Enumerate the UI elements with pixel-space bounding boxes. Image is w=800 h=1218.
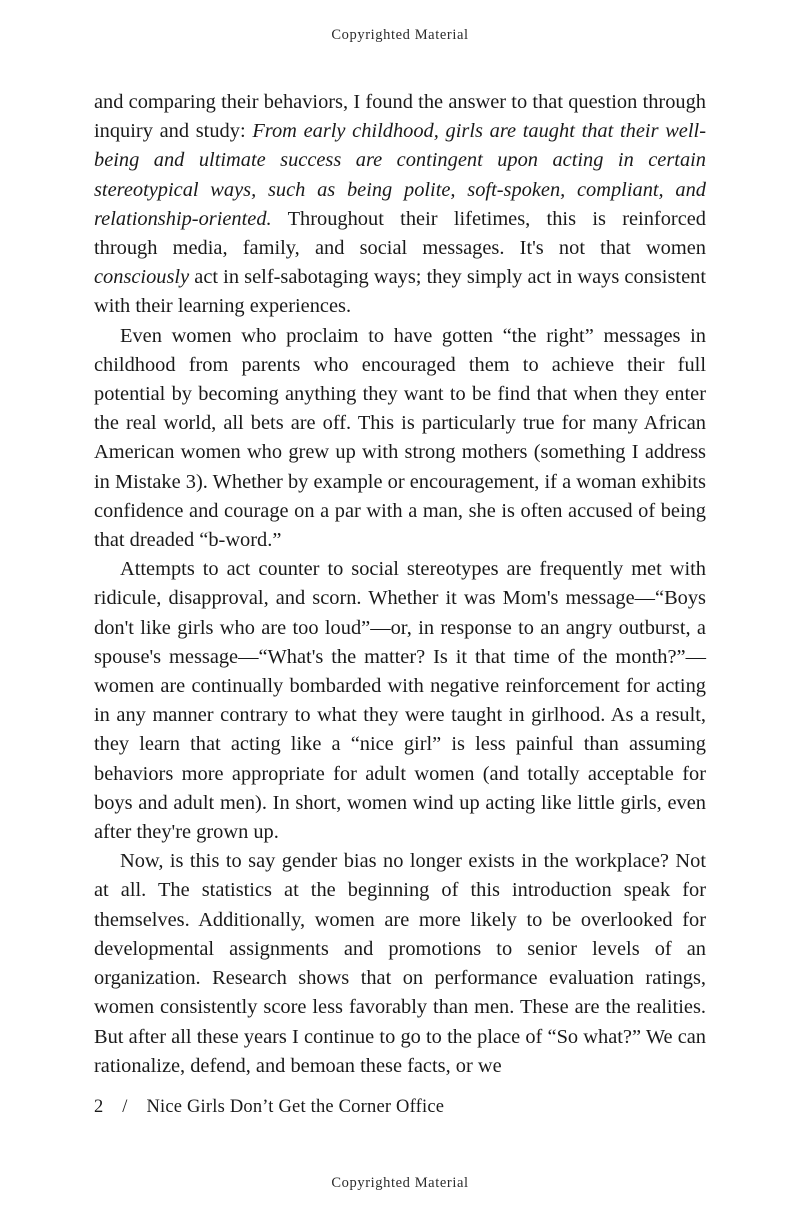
paragraph: Even women who proclaim to have gotten “the right” messages in childhood from parents who encouraged them to achieve their full potential by becoming anything they want to be find that when they enter the real world, all bets are off. This is particularly true for many African American women who grew up with strong mothers (something I address in Mistake 3). Whether by example or encouragement, if a woman exhibits confidence and courage on a par with a man, she is often accused of being that dreaded “b-word.”	[94, 324, 706, 552]
footer-separator: /	[122, 1097, 128, 1117]
italic-run: consciously	[94, 266, 190, 289]
paragraph: Attempts to act counter to social stereotypes are frequently met with ridicule, disapproval, and scorn. Whether it was Mom's message—“Boys don't like girls who are too loud”—or, in response to an angry outburst, a spouse's message—“What's the matter? Is it that time of the month?”—women are continually bombarded with negative reinforcement for acting in any manner contrary to what they were taught in girlhood. As a result, they learn that acting like a “nice girl” is less painful than assuming behaviors more appropriate for adult women (and totally acceptable for boys and adult men). In short, women wind up acting like little girls, even after they're grown up.	[94, 558, 706, 844]
paragraph: Now, is this to say gender bias no longer exists in the workplace? Not at all. The statistics at the beginning of this introduction speak for themselves. Additionally, women are more likely to be overlooked for developmental assignments and promotions to senior levels of an organization. Research shows that on performance evaluation ratings, women consistently score less favorably than men. These are the realities. But after all these years I continue to go to the place of “So what?” We can rationalize, defend, and bemoan these facts, or we	[94, 850, 706, 1077]
page-number: 2	[94, 1097, 104, 1117]
copyright-watermark-top: Copyrighted Material	[331, 27, 469, 43]
paragraph: and comparing their behaviors, I found the answer to that question through inquiry and study: From early childhood, girls are taught that their well-being and ultimate success are contingent upon acting in certain stereotypical ways, such as being polite, soft-spoken, compliant, and relationship-oriented. Throughout their lifetimes, this is reinforced through media, family, and social messages. It's not that women consciously act in self-sabotaging ways; they simply act in ways consistent with their learning experiences.	[94, 91, 706, 318]
book-title: Nice Girls Don’t Get the Corner Office	[146, 1097, 445, 1117]
copyright-watermark-bottom: Copyrighted Material	[331, 1175, 469, 1191]
page-footer	[94, 1097, 706, 1118]
page-body	[94, 88, 706, 1081]
italic-run: From early childhood, girls are taught that their well-being and ultimate success are contingent upon acting in certain stereotypical ways, such as being polite, soft-spoken, compliant, and relationship-oriented.	[94, 120, 706, 230]
